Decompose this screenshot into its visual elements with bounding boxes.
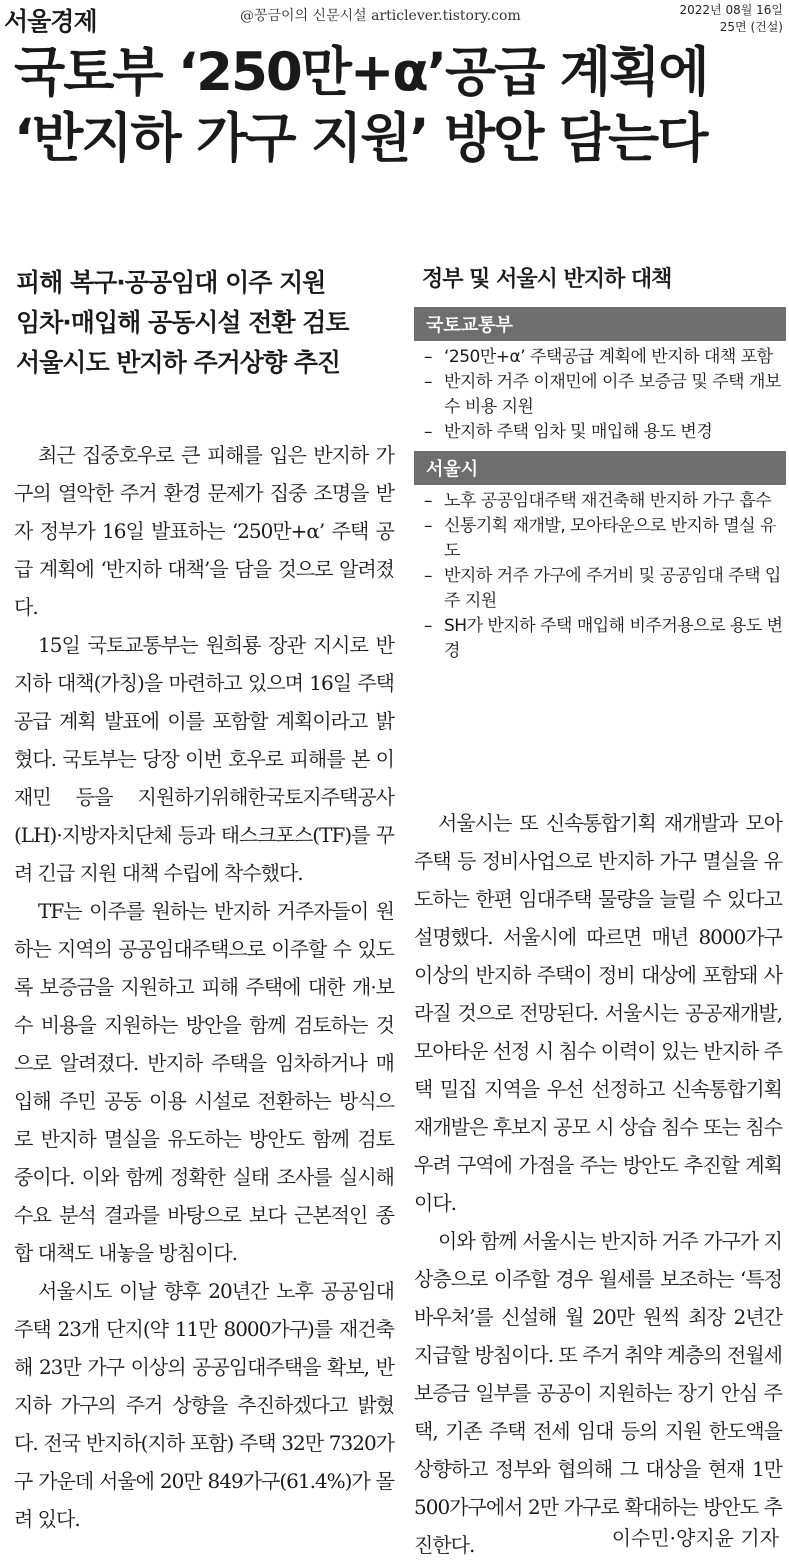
paragraph: 최근 집중호우로 큰 피해를 입은 반지하 가구의 열악한 주거 환경 문제가 집중 조명을 받자 정부가 16일 발표하는 ‘250만+α’ 주택 공급 계획에 ‘반지하 대책’을 담을 것으로 알려졌다. bbox=[14, 443, 394, 619]
subhead-1: 피해 복구·공공임대 이주 지원 bbox=[16, 268, 326, 297]
paragraph: 15일 국토교통부는 원희룡 장관 지시로 반지하 대책(가칭)을 마련하고 있으며 16일 주택 공급 계획 발표에 이를 포함할 계획이라고 밝혔다. 국토부는 당장 이번 호우로 피해를 본 이재민 등을 지원하기위해한국토지주택공사(LH)·지방자치단체 등과 태스크포스(TF)를 꾸려 긴급 지원 대책 수립에 착수했다. bbox=[14, 633, 394, 885]
sidebar-list-molit bbox=[414, 345, 786, 445]
sidebar-title: 정부 및 서울시 반지하 대책 bbox=[422, 267, 672, 292]
subhead-3: 서울시도 반지하 주거상향 추진 bbox=[16, 348, 341, 377]
headline-line-2: ‘반지하 가구 지원’ 방안 담는다 bbox=[14, 108, 707, 169]
page-number: 25면 (건설) bbox=[719, 20, 783, 34]
sidebar-box bbox=[414, 262, 786, 670]
list-item: – SH가 반지하 주택 매입해 비주거용으로 용도 변경 bbox=[424, 614, 786, 664]
byline: 이수민·양지윤 기자 bbox=[611, 1526, 779, 1550]
paragraph: TF는 이주를 원하는 반지하 거주자들이 원하는 지역의 공공임대주택으로 이주할 수 있도록 보증금을 지원하고 피해 주택에 대한 개·보수 비용을 지원하는 방안을 함께 검토하는 것으로 알려졌다. 반지하 주택을 임차하거나 매입해 주민 공동 이용 시설로 전환하는 방식으로 반지하 멸실을 유도하는 방안도 함께 검토 중이다. 이와 함께 정확한 실태 조사를 실시해 수요 분석 결과를 바탕으로 보다 근본적인 종합 대책도 내놓을 방침이다. bbox=[14, 899, 394, 1265]
sidebar-section-molit: 국토교통부 bbox=[414, 307, 786, 341]
list-item: – 반지하 거주 이재민에 이주 보증금 및 주택 개보수 비용 지원 bbox=[424, 370, 786, 420]
subheads bbox=[16, 263, 406, 383]
dateline bbox=[680, 2, 783, 36]
subhead-2: 임차·매입해 공동시설 전환 검토 bbox=[16, 308, 349, 337]
body-left-column bbox=[14, 436, 394, 1538]
list-item: – ‘250만+α’ 주택공급 계획에 반지하 대책 포함 bbox=[424, 345, 786, 370]
masthead: 서울경제 bbox=[4, 7, 97, 36]
paragraph: 서울시도 이날 향후 20년간 노후 공공임대주택 23개 단지(약 11만 8000가구)를 재건축해 23만 가구 이상의 공공임대주택을 확보, 반지하 가구의 주거 상향을 추진하겠다고 밝혔다. 전국 반지하(지하 포함) 주택 32만 7320가구 가운데 서울에 20만 849가구(61.4%)가 몰려 있다. bbox=[14, 1279, 394, 1531]
headline-line-1: 국토부 ‘250만+α’공급 계획에 bbox=[14, 42, 708, 103]
list-item: – 노후 공공임대주택 재건축해 반지하 가구 흡수 bbox=[424, 489, 786, 514]
sidebar-section-seoul: 서울시 bbox=[414, 451, 786, 485]
sidebar-list-seoul bbox=[414, 489, 786, 664]
headline bbox=[14, 40, 784, 172]
watermark: @꽁금이의 신문시설 articlever.tistory.com bbox=[240, 8, 521, 24]
list-item: – 신통기획 재개발, 모아타운으로 반지하 멸실 유도 bbox=[424, 514, 786, 564]
paragraph: 서울시는 또 신속통합기획 재개발과 모아주택 등 정비사업으로 반지하 가구 멸실을 유도하는 한편 임대주택 물량을 늘릴 수 있다고 설명했다. 서울시에 따르면 매년 8000가구 이상의 반지하 주택이 정비 대상에 포함돼 사라질 것으로 전망된다. 서울시는 공공재개발, 모아타운 선정 시 침수 이력이 있는 반지하 주택 밀집 지역을 우선 선정하고 신속통합기획 재개발은 후보지 공모 시 상습 침수 또는 침수 우려 구역에 가점을 주는 방안도 추진할 계획이다. bbox=[414, 811, 782, 1215]
list-item: – 반지하 주택 임차 및 매입해 용도 변경 bbox=[424, 420, 786, 445]
date: 2022년 08월 16일 bbox=[679, 3, 783, 17]
paragraph: 이와 함께 서울시는 반지하 거주 가구가 지상층으로 이주할 경우 월세를 보조하는 ‘특정 바우처’를 신설해 월 20만 원씩 최장 2년간 지급할 방침이다. 또 주거 취약 계층의 전월세 보증금 일부를 공공이 지원하는 장기 안심 주택, 기존 주택 전세 임대 등의 지원 한도액을 상향하고 정부와 협의해 그 대상을 현재 1만 500가구에서 2만 가구로 확대하는 방안도 추진한다. bbox=[414, 1229, 782, 1557]
body-right-column bbox=[414, 804, 782, 1564]
list-item: – 반지하 거주 가구에 주거비 및 공공임대 주택 입주 지원 bbox=[424, 564, 786, 614]
